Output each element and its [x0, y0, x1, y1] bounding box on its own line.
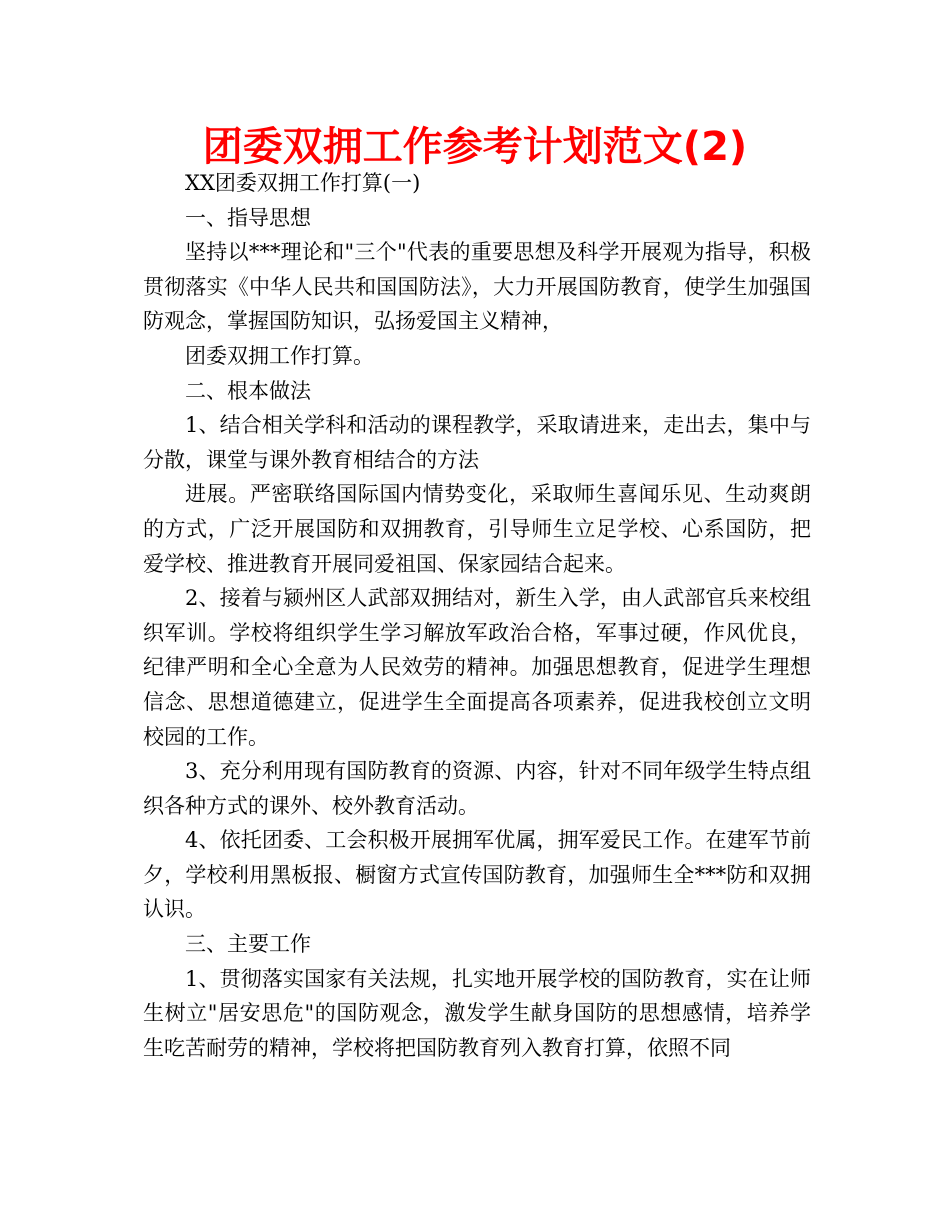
document-title: 团委双拥工作参考计划范文(2) — [202, 124, 748, 170]
section-heading-main-work: 三、主要工作 — [185, 932, 311, 957]
paragraph-subtitle: XX团委双拥工作打算(一) — [185, 171, 421, 195]
paragraph: 1、结合相关学科和活动的课程教学，采取请进来，走出去，集中与分散，课堂与课外教育相结合的方法 — [143, 413, 811, 472]
paragraph: 3、充分利用现有国防教育的资源、内容，针对不同年级学生特点组织各种方式的课外、校外教育活动。 — [143, 759, 811, 818]
section-heading-basic-methods: 二、根本做法 — [185, 378, 311, 403]
paragraph: 1、贯彻落实国家有关法规，扎实地开展学校的国防教育，实在让师生树立"居安思危"的国防观念，激发学生献身国防的思想感情，培养学生吃苦耐劳的精神，学校将把国防教育列入教育打算，依照不同 — [143, 966, 811, 1060]
section-heading-guiding-thought: 一、指导思想 — [185, 205, 311, 230]
paragraph: 团委双拥工作打算。 — [185, 343, 374, 368]
paragraph: 2、接着与颍州区人武部双拥结对，新生入学，由人武部官兵来校组织军训。学校将组织学生学习解放军政治合格，军事过硬，作风优良，纪律严明和全心全意为人民效劳的精神。加强思想教育，促进学生理想信念、思想道德建立，促进学生全面提高各项素养，促进我校创立文明校园的工作。 — [143, 586, 811, 749]
paragraph: 坚持以***理论和"三个"代表的重要思想及科学开展观为指导，积极贯彻落实《中华人民共和国国防法》，大力开展国防教育，使学生加强国防观念，掌握国防知识，弘扬爱国主义精神， — [143, 240, 811, 334]
document-body — [143, 166, 811, 1065]
paragraph: 4、依托团委、工会积极开展拥军优属，拥军爱民工作。在建军节前夕，学校利用黑板报、橱窗方式宣传国防教育，加强师生全***防和双拥认识。 — [143, 828, 811, 922]
paragraph: 进展。严密联络国际国内情势变化，采取师生喜闻乐见、生动爽朗的方式，广泛开展国防和双拥教育，引导师生立足学校、心系国防，把爱学校、推进教育开展同爱祖国、保家园结合起来。 — [143, 482, 811, 576]
